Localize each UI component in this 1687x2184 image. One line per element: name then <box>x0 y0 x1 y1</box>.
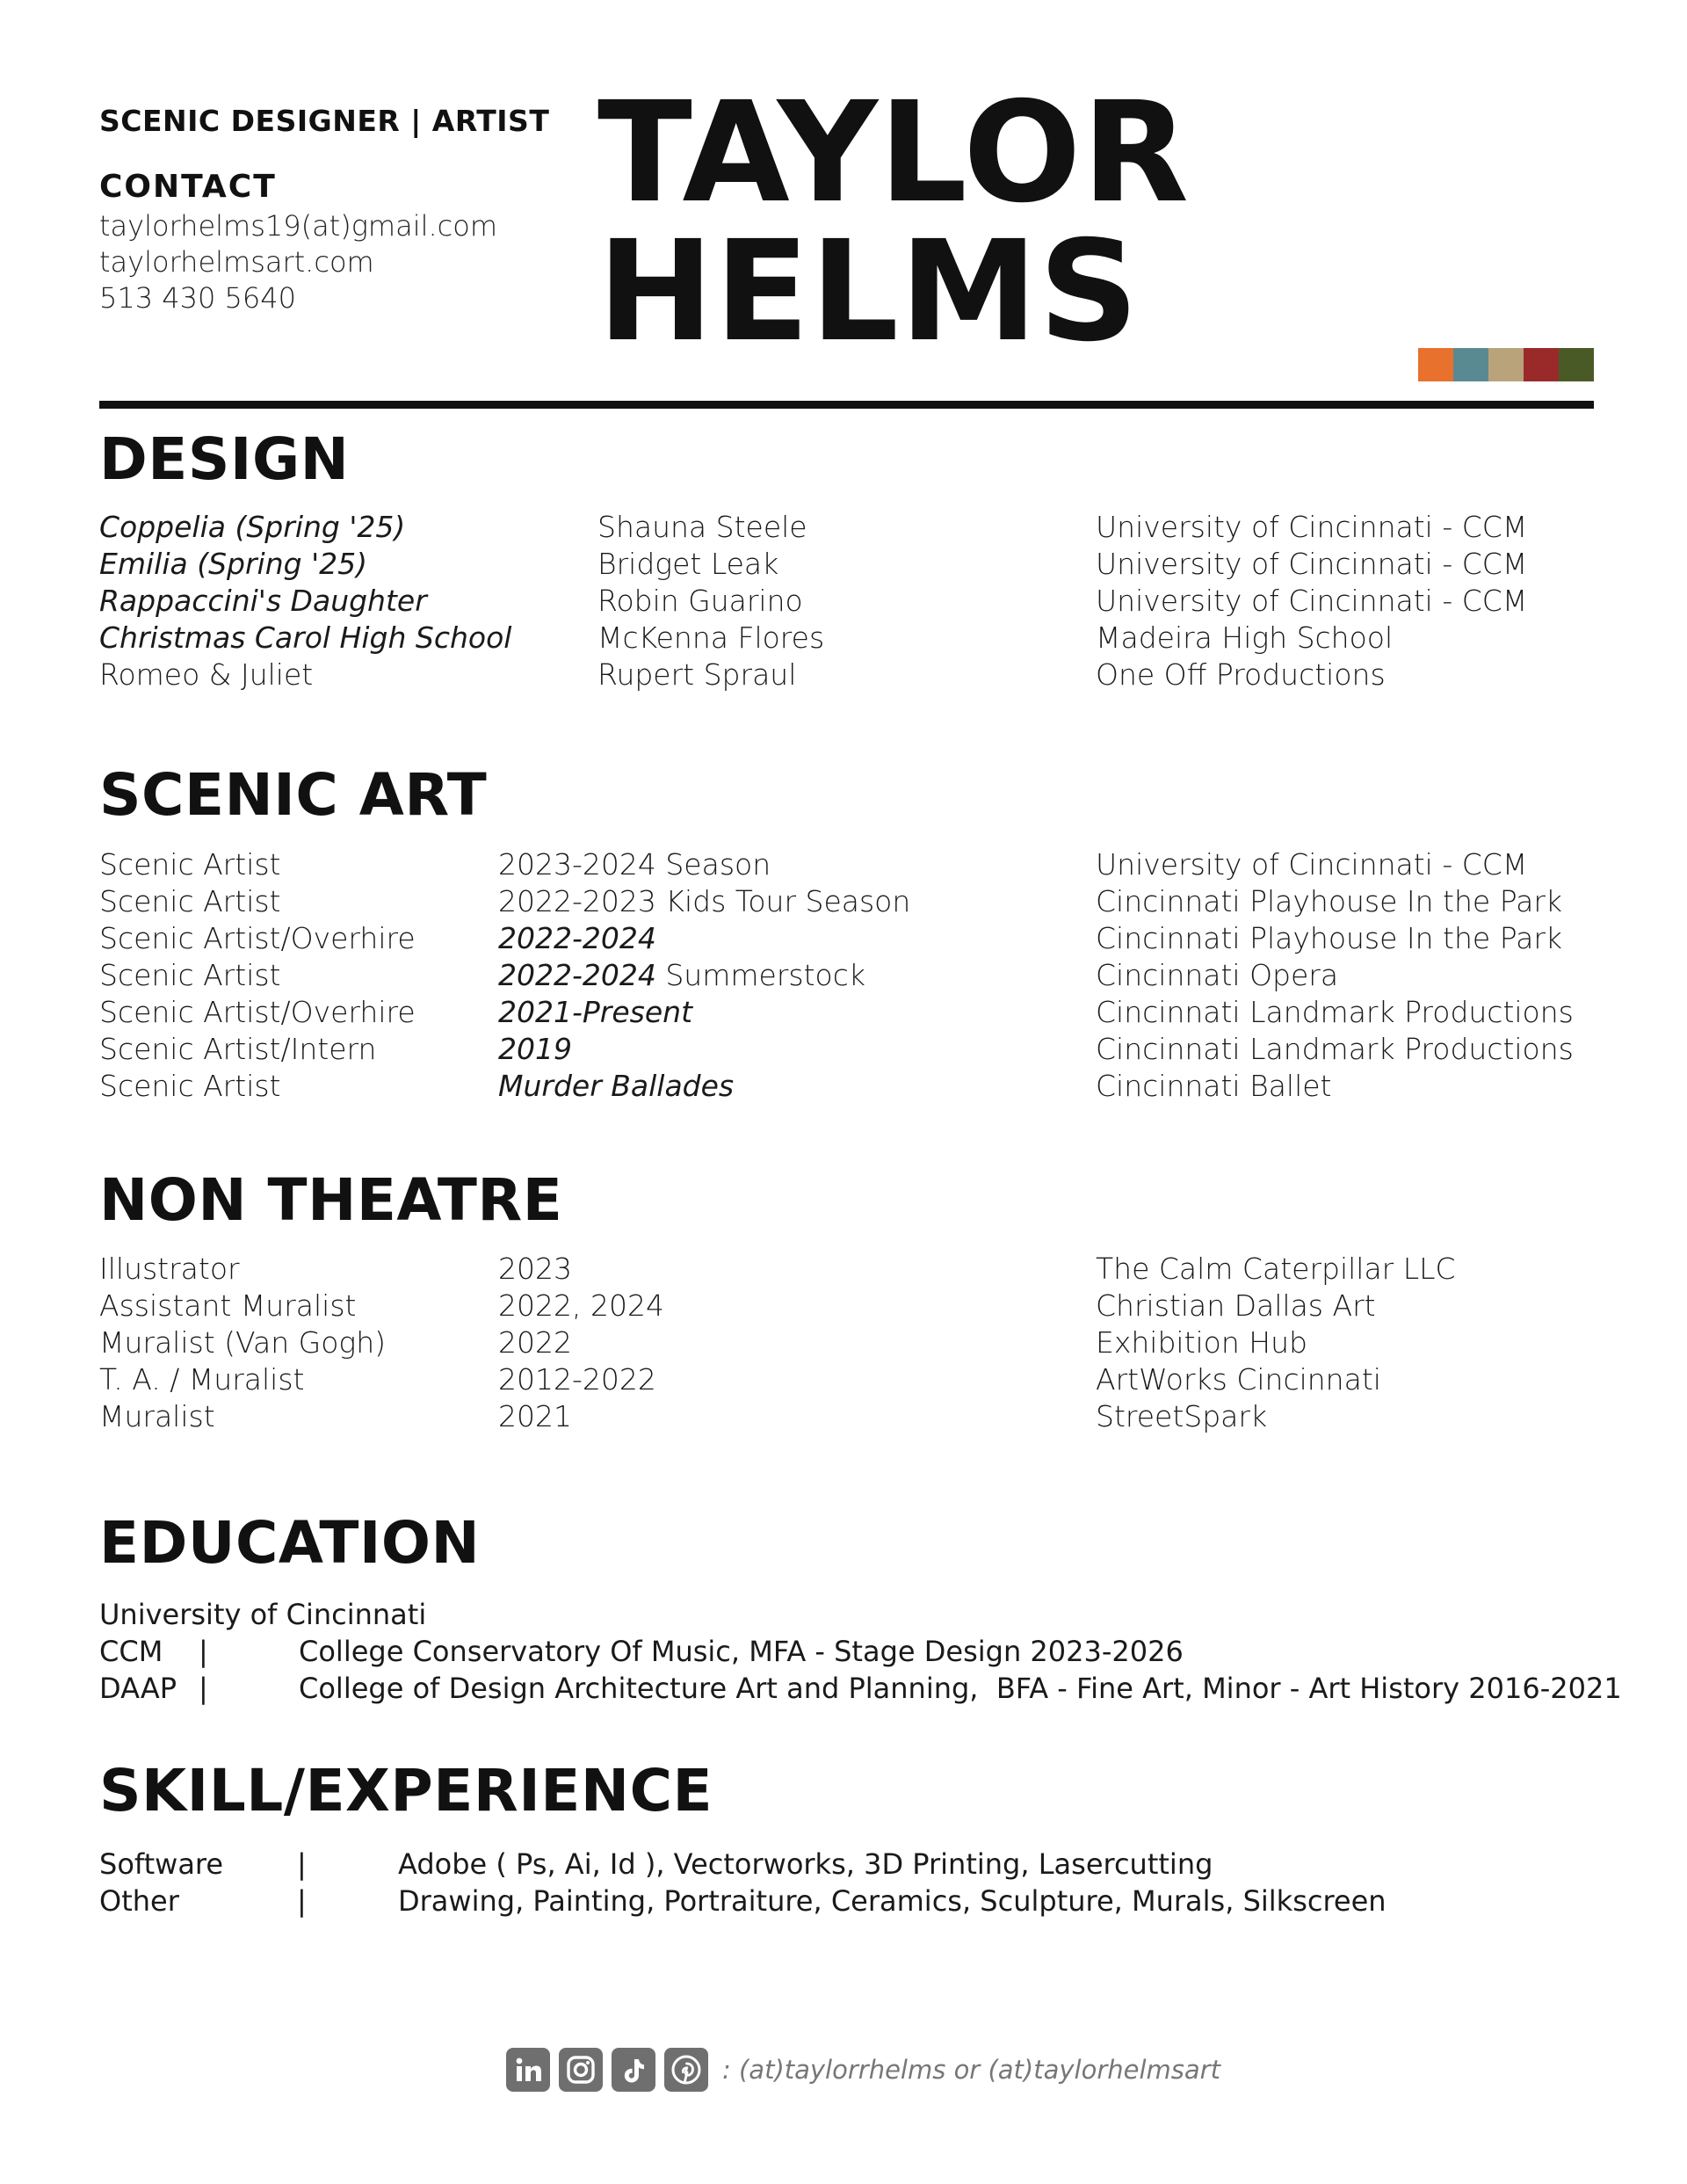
page-title: TAYLOR HELMS <box>597 72 1191 373</box>
instagram-icon[interactable] <box>559 2048 603 2092</box>
education-heading: EDUCATION <box>99 1509 481 1577</box>
pinterest-icon[interactable] <box>664 2048 708 2092</box>
organization: ArtWorks Cincinnati <box>1096 1362 1381 1397</box>
scenic-art-row <box>99 995 1646 1032</box>
position: Scenic Artist <box>99 847 281 882</box>
separator: | <box>297 1884 307 1918</box>
skill-detail: Adobe ( Ps, Ai, Id ), Vectorworks, 3D Printing, Lasercutting <box>398 1847 1213 1881</box>
swatch-olive <box>1559 348 1594 381</box>
scenic-art-row <box>99 847 1646 884</box>
position: Scenic Artist/Overhire <box>99 995 416 1029</box>
scenic-art-row <box>99 921 1646 958</box>
non-theatre-row <box>99 1325 1646 1362</box>
swatch-orange <box>1418 348 1453 381</box>
design-row <box>99 547 1646 584</box>
date-range <box>498 884 910 918</box>
design-row <box>99 657 1646 694</box>
non-theatre-row <box>99 1252 1646 1288</box>
date-text: Murder Ballades <box>498 1069 735 1103</box>
program-detail: College Conservatory Of Music, MFA - Stage Design 2023-2026 <box>299 1635 1184 1668</box>
scenic-art-row <box>99 1032 1646 1069</box>
date-range <box>498 847 771 882</box>
organization: University of Cincinnati - CCM <box>1096 510 1528 544</box>
organization: Cincinnati Landmark Productions <box>1096 1032 1574 1066</box>
tiktok-icon[interactable] <box>612 2048 655 2092</box>
social-handles: : (at)taylorrhelms or (at)taylorhelmsart <box>722 2055 1220 2085</box>
organization: One Off Productions <box>1096 657 1386 692</box>
organization: Cincinnati Landmark Productions <box>1096 995 1574 1029</box>
separator: | <box>297 1847 307 1881</box>
website-link[interactable]: taylorhelmsart.com <box>99 245 374 279</box>
scenic-art-row <box>99 1069 1646 1106</box>
organization: Cincinnati Ballet <box>1096 1069 1332 1103</box>
organization: Christian Dallas Art <box>1096 1288 1376 1323</box>
separator: | <box>199 1672 208 1705</box>
date-text: 2022-2023 Kids Tour Season <box>498 884 911 918</box>
color-swatches <box>1418 348 1594 381</box>
director-name: Rupert Spraul <box>597 657 797 692</box>
date-range <box>498 958 865 992</box>
organization: Madeira High School <box>1096 620 1394 655</box>
director-name: Shauna Steele <box>597 510 807 544</box>
position: Illustrator <box>99 1252 240 1286</box>
swatch-teal <box>1453 348 1488 381</box>
position: Muralist <box>99 1399 215 1433</box>
production-title: Rappaccini's Daughter <box>99 584 427 618</box>
organization: Cincinnati Playhouse In the Park <box>1096 921 1563 955</box>
skill-row <box>99 1847 1646 1884</box>
school-name: University of Cincinnati <box>99 1598 427 1631</box>
program-abbr: CCM <box>99 1635 163 1668</box>
program-abbr: DAAP <box>99 1672 177 1705</box>
email-address[interactable]: taylorhelms19(at)gmail.com <box>99 209 497 243</box>
position: Scenic Artist/Overhire <box>99 921 416 955</box>
skill-detail: Drawing, Painting, Portraiture, Ceramics, Sculpture, Murals, Silkscreen <box>398 1884 1387 1918</box>
position: Scenic Artist <box>99 958 281 992</box>
date-text: 2022-2024 <box>498 958 656 992</box>
contact-heading: CONTACT <box>99 169 277 205</box>
date-text: 2019 <box>498 1032 572 1066</box>
education-row <box>99 1672 1646 1709</box>
date-range <box>498 1069 734 1103</box>
organization: The Calm Caterpillar LLC <box>1096 1252 1456 1286</box>
non-theatre-row <box>99 1399 1646 1436</box>
date-range: 2012-2022 <box>498 1362 656 1397</box>
position: Muralist (Van Gogh) <box>99 1325 387 1360</box>
production-title: Romeo & Juliet <box>99 657 314 692</box>
date-range: 2021 <box>498 1399 572 1433</box>
date-range: 2022, 2024 <box>498 1288 664 1323</box>
position: Assistant Muralist <box>99 1288 357 1323</box>
organization: Cincinnati Opera <box>1096 958 1339 992</box>
position: Scenic Artist <box>99 1069 281 1103</box>
production-title: Emilia (Spring '25) <box>99 547 368 581</box>
production-title: Coppelia (Spring '25) <box>99 510 406 544</box>
organization: University of Cincinnati - CCM <box>1096 847 1528 882</box>
linkedin-icon[interactable] <box>506 2048 550 2092</box>
swatch-tan <box>1488 348 1524 381</box>
date-text: 2022-2024 <box>498 921 656 955</box>
organization: University of Cincinnati - CCM <box>1096 547 1528 581</box>
organization: StreetSpark <box>1096 1399 1268 1433</box>
separator: | <box>199 1635 208 1668</box>
position: Scenic Artist/Intern <box>99 1032 377 1066</box>
date-range: 2022 <box>498 1325 572 1360</box>
director-name: Bridget Leak <box>597 547 779 581</box>
phone-number: 513 430 5640 <box>99 281 296 315</box>
scenic-art-heading: SCENIC ART <box>99 761 488 829</box>
non-theatre-row <box>99 1288 1646 1325</box>
date-range: 2023 <box>498 1252 572 1286</box>
date-suffix: Summerstock <box>655 958 865 992</box>
organization: Exhibition Hub <box>1096 1325 1307 1360</box>
skill-row <box>99 1884 1646 1921</box>
non-theatre-row <box>99 1362 1646 1399</box>
job-title: SCENIC DESIGNER | ARTIST <box>99 104 550 138</box>
position: T. A. / Muralist <box>99 1362 305 1397</box>
date-range <box>498 921 656 955</box>
swatch-red <box>1524 348 1559 381</box>
position: Scenic Artist <box>99 884 281 918</box>
header-divider <box>99 401 1594 409</box>
skills-heading: SKILL/EXPERIENCE <box>99 1757 713 1825</box>
non-theatre-heading: NON THEATRE <box>99 1166 563 1234</box>
production-title: Christmas Carol High School <box>99 620 512 655</box>
director-name: McKenna Flores <box>597 620 825 655</box>
education-row <box>99 1635 1646 1672</box>
design-row <box>99 584 1646 620</box>
organization: Cincinnati Playhouse In the Park <box>1096 884 1563 918</box>
director-name: Robin Guarino <box>597 584 803 618</box>
date-range <box>498 1032 572 1066</box>
date-text: 2023-2024 Season <box>498 847 771 882</box>
design-row <box>99 510 1646 547</box>
date-text: 2021-Present <box>498 995 693 1029</box>
social-links <box>506 2048 1220 2092</box>
date-range <box>498 995 692 1029</box>
program-detail: College of Design Architecture Art and Planning, BFA - Fine Art, Minor - Art History 2016-2021 <box>299 1672 1622 1705</box>
skill-category: Software <box>99 1847 224 1881</box>
scenic-art-row <box>99 958 1646 995</box>
design-heading: DESIGN <box>99 425 350 493</box>
organization: University of Cincinnati - CCM <box>1096 584 1528 618</box>
skill-category: Other <box>99 1884 179 1918</box>
design-row <box>99 620 1646 657</box>
scenic-art-row <box>99 884 1646 921</box>
